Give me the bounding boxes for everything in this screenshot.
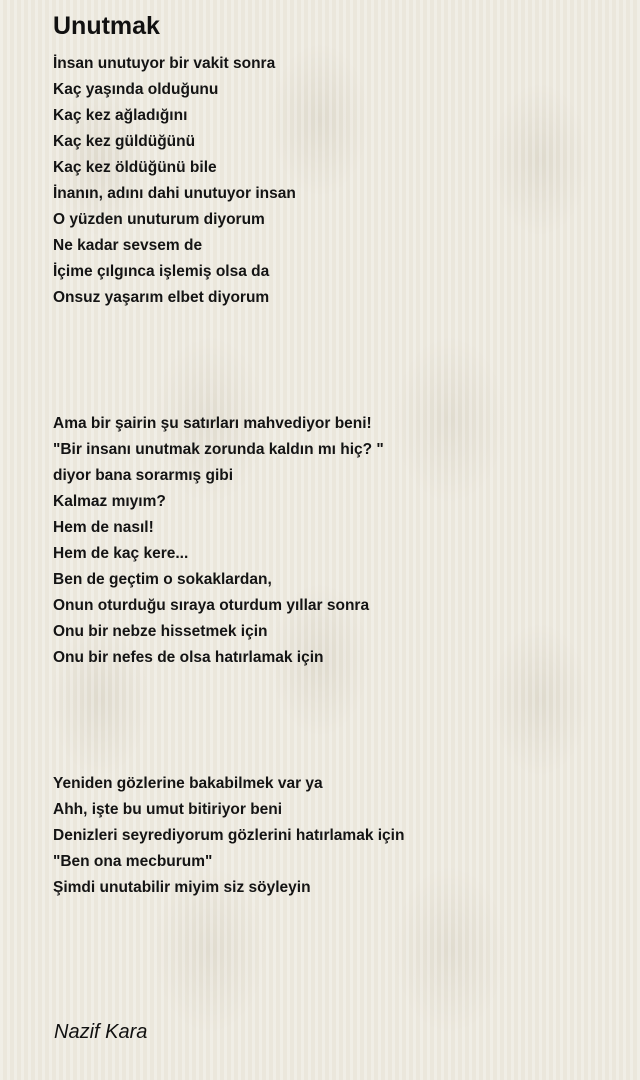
poem-line: O yüzden unuturum diyorum	[53, 211, 265, 228]
poem-line: Ben de geçtim o sokaklardan,	[53, 571, 272, 588]
poem-line: Onu bir nefes de olsa hatırlamak için	[53, 649, 324, 666]
poem-line: Onu bir nebze hissetmek için	[53, 623, 268, 640]
poem-line: İçime çılgınca işlemiş olsa da	[53, 263, 270, 280]
poem-author: Nazif Kara	[54, 1021, 148, 1043]
poem-line: Ahh, işte bu umut bitiriyor beni	[53, 801, 283, 818]
poem-line: Ama bir şairin şu satırları mahvediyor beni!	[53, 415, 372, 432]
poem-line: "Bir insanı unutmak zorunda kaldın mı hiç? "	[53, 441, 384, 458]
poem-line: Kaç kez ağladığını	[53, 107, 188, 124]
poem-title: Unutmak	[53, 12, 160, 40]
poem-line: Yeniden gözlerine bakabilmek var ya	[53, 775, 323, 792]
poem-line: Hem de nasıl!	[53, 519, 154, 536]
poem-line: Kaç yaşında olduğunu	[53, 81, 219, 98]
poem-line: Onun oturduğu sıraya oturdum yıllar sonra	[53, 597, 370, 614]
poem-line: İnanın, adını dahi unutuyor insan	[53, 185, 296, 202]
poem-line: Hem de kaç kere...	[53, 545, 189, 562]
stanza-3	[53, 771, 404, 901]
poem-line: Denizleri seyrediyorum gözlerini hatırlamak için	[53, 827, 405, 844]
poem-line: Şimdi unutabilir miyim siz söyleyin	[53, 879, 311, 896]
poem-line: İnsan unutuyor bir vakit sonra	[53, 55, 276, 72]
poem-line: Ne kadar sevsem de	[53, 237, 203, 254]
poem-line: Kaç kez güldüğünü	[53, 133, 196, 150]
stanza-2	[53, 411, 384, 671]
stanza-1	[53, 51, 296, 311]
poem-line: diyor bana sorarmış gibi	[53, 467, 234, 484]
poem-line: Kaç kez öldüğünü bile	[53, 159, 217, 176]
poem-line: Kalmaz mıyım?	[53, 493, 166, 510]
poem-line: "Ben ona mecburum"	[53, 853, 213, 870]
poem-line: Onsuz yaşarım elbet diyorum	[53, 289, 270, 306]
